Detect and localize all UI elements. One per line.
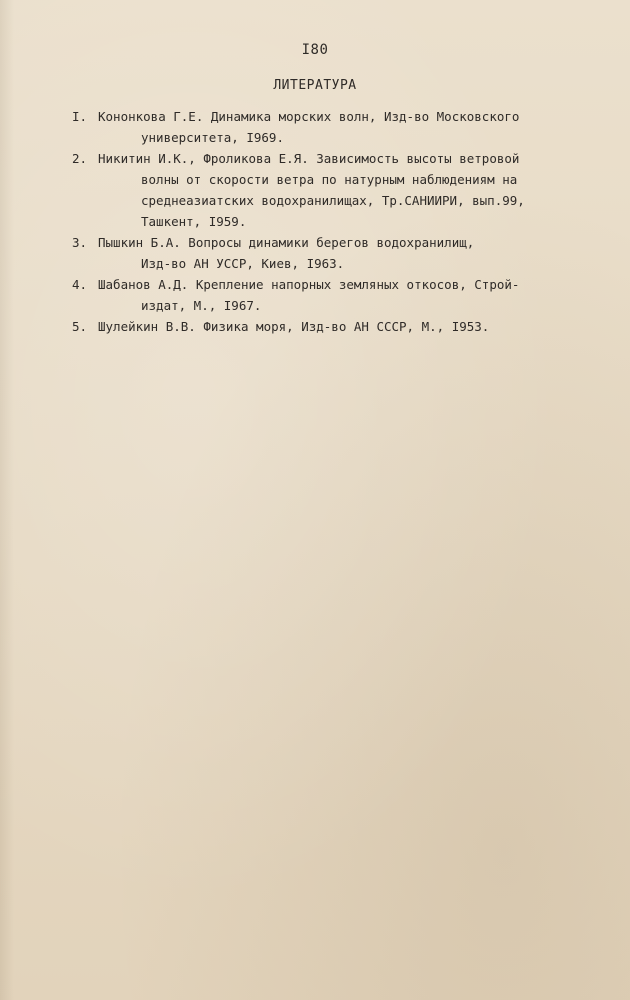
reference-item (72, 274, 592, 316)
reference-number: I. (72, 109, 88, 124)
reference-line (72, 106, 592, 127)
reference-text: волны от скорости ветра по натурным наблюдениям на (141, 172, 518, 187)
reference-line (72, 316, 592, 337)
reference-item (72, 232, 592, 274)
reference-number: 2. (72, 151, 88, 166)
reference-number: 5. (72, 319, 88, 334)
reference-item (72, 316, 592, 337)
references-heading: ЛИТЕРАТУРА (273, 78, 357, 93)
reference-text: Никитин И.К., Фроликова Е.Я. Зависимость высоты ветровой (98, 151, 520, 166)
reference-text: Кононкова Г.Е. Динамика морских волн, Изд-во Московского (98, 109, 520, 124)
reference-list (72, 106, 592, 337)
reference-line (72, 232, 592, 253)
reference-text: Шулейкин В.В. Физика моря, Изд-во АН СССР, М., I953. (98, 319, 490, 334)
reference-text: Шабанов А.Д. Крепление напорных земляных откосов, Строй- (98, 277, 520, 292)
reference-text: Ташкент, I959. (141, 214, 247, 229)
reference-number: 4. (72, 277, 88, 292)
reference-text: Пышкин Б.А. Вопросы динамики берегов водохранилищ, (98, 235, 475, 250)
reference-text: среднеазиатских водохранилищах, Тр.САНИИРИ, вып.99, (141, 193, 525, 208)
reference-text: университета, I969. (141, 130, 284, 145)
reference-item (72, 106, 592, 148)
reference-text: Изд-во АН УССР, Киев, I963. (141, 256, 345, 271)
reference-line (72, 148, 592, 169)
reference-number: 3. (72, 235, 88, 250)
reference-item (72, 148, 592, 232)
reference-text: издат, М., I967. (141, 298, 262, 313)
page-number: I80 (301, 42, 329, 58)
reference-line (72, 274, 592, 295)
